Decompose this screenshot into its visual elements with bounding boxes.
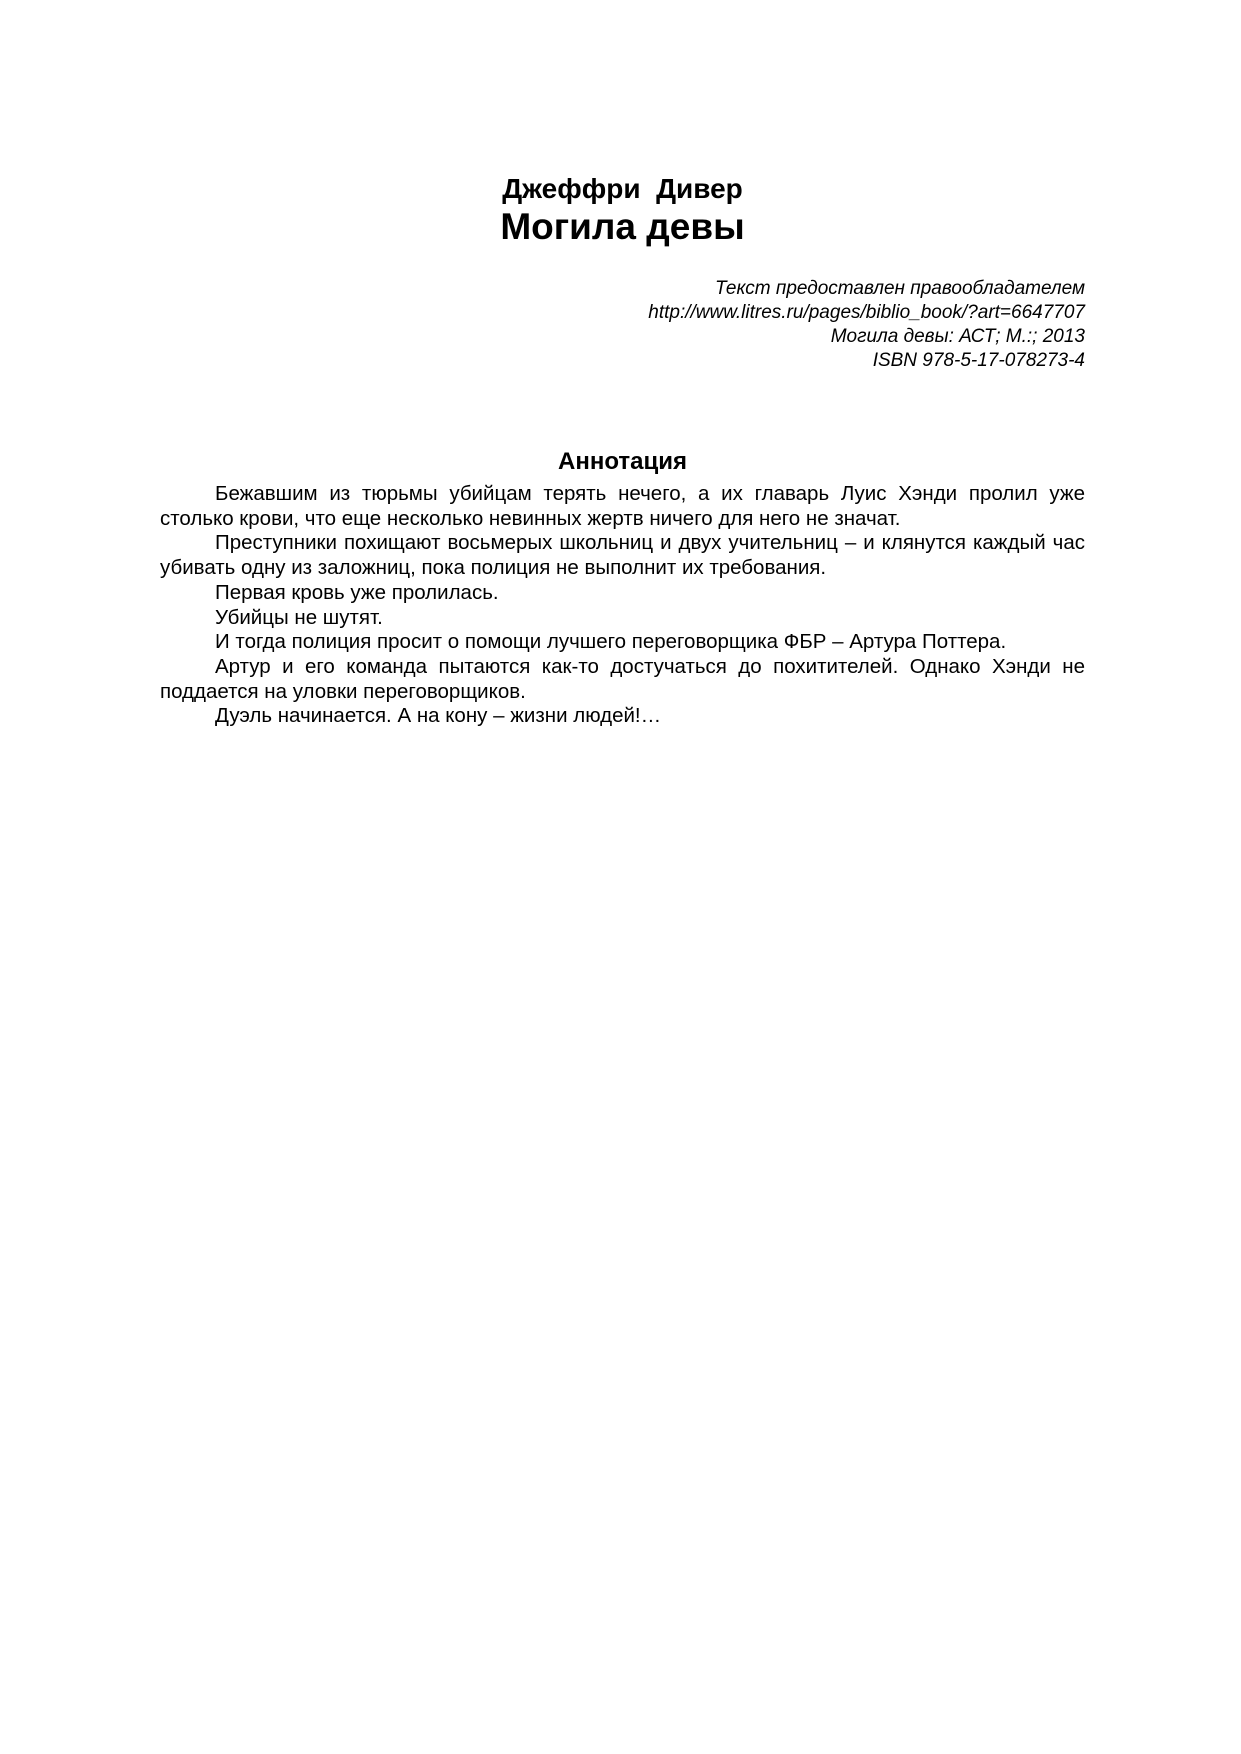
annotation-paragraph: Первая кровь уже пролилась. bbox=[215, 580, 499, 604]
meta-source-url: http://www.litres.ru/pages/biblio_book/?art=6647707 bbox=[648, 302, 1085, 323]
annotation-paragraph: Дуэль начинается. А на кону – жизни людей!… bbox=[215, 704, 662, 728]
annotation-paragraph: Бежавшим из тюрьмы убийцам терять нечего, а их главарь Луис Хэнди пролил уже столько крови, что еще несколько невинных жертв ничего для него не значат. bbox=[160, 482, 1085, 530]
annotation-paragraph: Убийцы не шутят. bbox=[215, 605, 383, 629]
meta-rights-holder: Текст предоставлен правообладателем bbox=[714, 278, 1085, 299]
meta-isbn: ISBN 978-5-17-078273-4 bbox=[872, 350, 1085, 371]
meta-publisher: Могила девы: АСТ; М.:; 2013 bbox=[830, 326, 1085, 347]
annotation-body bbox=[160, 482, 1085, 729]
book-title: Могила девы bbox=[500, 206, 745, 247]
annotation-paragraph: Преступники похищают восьмерых школьниц и двух учительниц – и клянутся каждый час убивать одну из заложниц, пока полиция не выполнит их требования. bbox=[160, 531, 1085, 580]
book-author: Джеффри Дивер bbox=[502, 173, 743, 204]
annotation-paragraph: Артур и его команда пытаются как-то достучаться до похитителей. Однако Хэнди не поддается на уловки переговорщиков. bbox=[160, 654, 1085, 703]
annotation-paragraph: И тогда полиция просит о помощи лучшего переговорщика ФБР – Артура Поттера. bbox=[215, 630, 1007, 654]
publication-meta bbox=[160, 277, 1085, 373]
annotation-heading: Аннотация bbox=[558, 448, 687, 475]
page-content bbox=[160, 0, 1085, 729]
